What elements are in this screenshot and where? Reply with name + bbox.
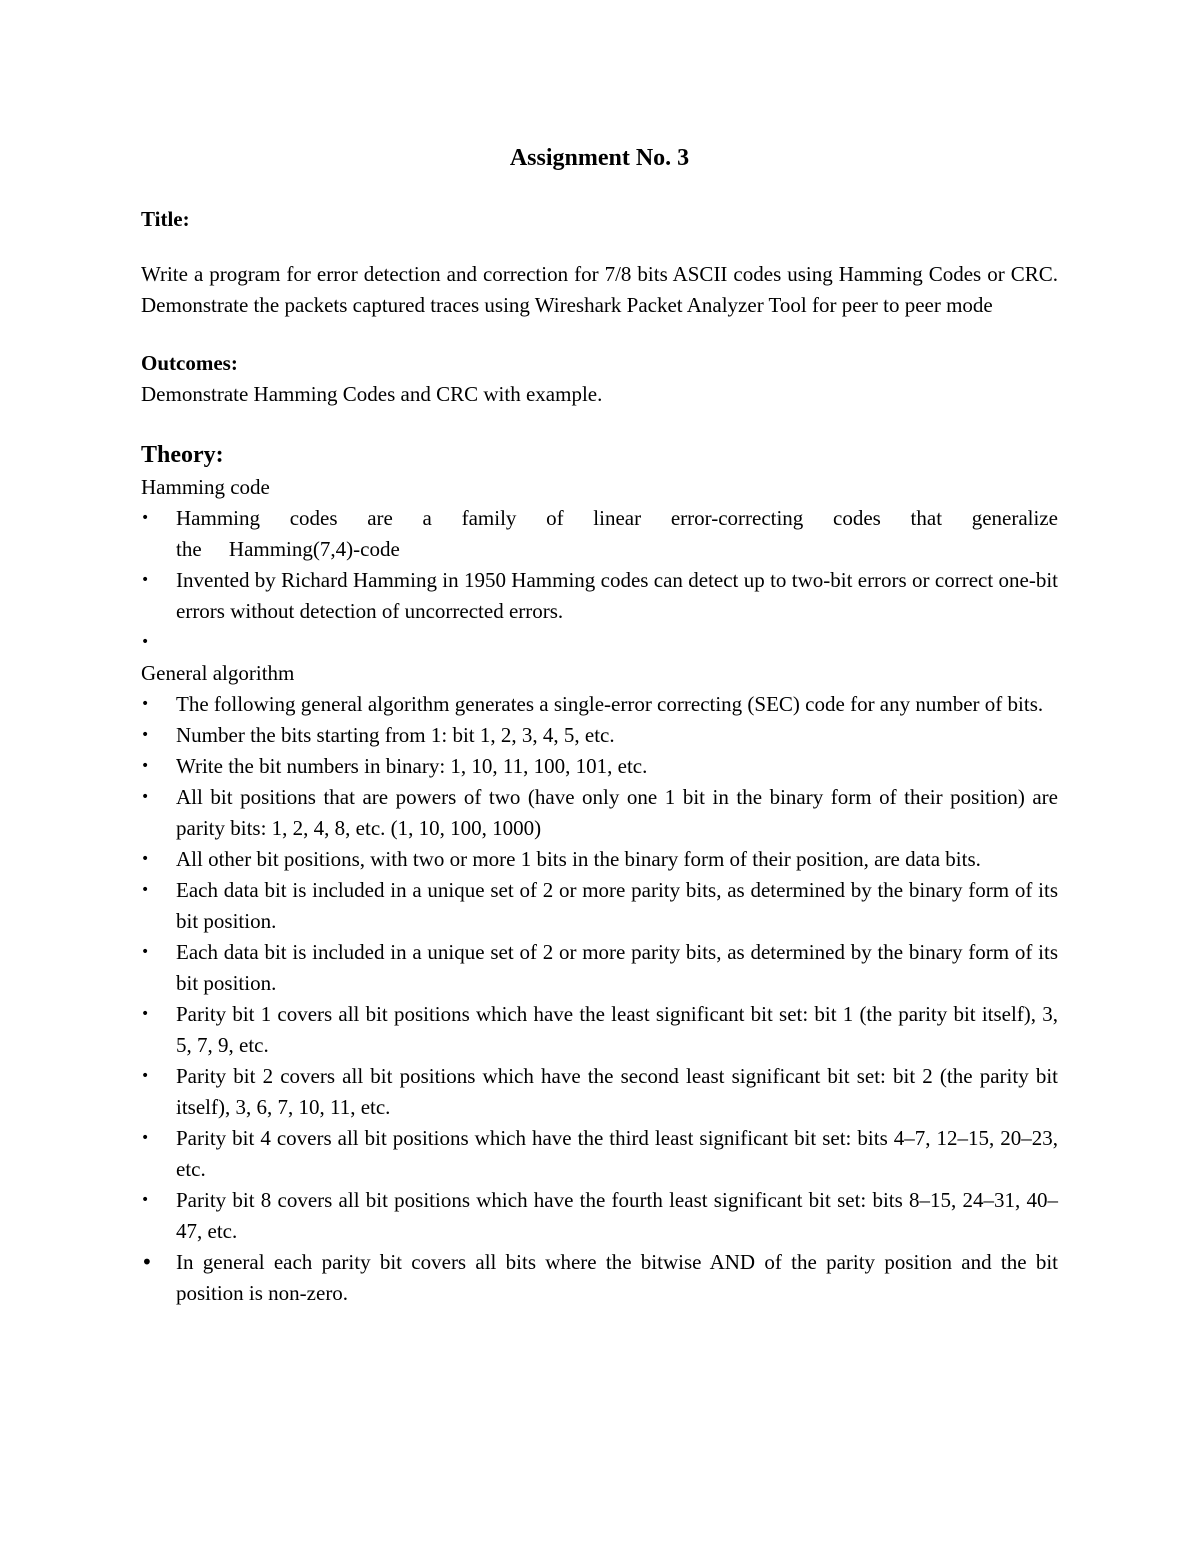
theory-label: Theory:	[141, 442, 224, 468]
bullet-text: In general each parity bit covers all bits where the bitwise AND of the parity position and the bit position is non-zero.	[176, 1250, 1058, 1305]
bullet-icon: •	[141, 758, 150, 774]
bullet-icon: •	[141, 851, 150, 867]
bullet-text: Parity bit 2 covers all bit positions which have the second least significant bit set: bit 2 (the parity bit itself), 3, 6, 7, 10, 11, etc.	[176, 1064, 1058, 1119]
bullet-icon: •	[141, 1192, 150, 1208]
bullet-text: Write the bit numbers in binary: 1, 10, 11, 100, 101, etc.	[176, 754, 648, 778]
list-item	[141, 1247, 1058, 1309]
list-item	[141, 937, 1058, 999]
bullet-icon: •	[141, 572, 150, 588]
list-item	[141, 1185, 1058, 1247]
list-item	[141, 875, 1058, 937]
list-item	[141, 751, 1058, 782]
list-item	[141, 565, 1058, 627]
general-algorithm-heading: General algorithm	[141, 661, 295, 685]
bullet-text	[176, 630, 181, 654]
bullet-icon: •	[141, 789, 150, 805]
bullet-icon: •	[141, 510, 150, 526]
bullet-text: Each data bit is included in a unique set of 2 or more parity bits, as determined by the binary form of its bit position.	[176, 940, 1058, 995]
bullet-text: Parity bit 4 covers all bit positions which have the third least significant bit set: bits 4–7, 12–15, 20–23, etc.	[176, 1126, 1058, 1181]
bullet-text: Number the bits starting from 1: bit 1, 2, 3, 4, 5, etc.	[176, 723, 615, 747]
list-item	[141, 1123, 1058, 1185]
hamming-code-heading: Hamming code	[141, 475, 270, 499]
bullet-icon: •	[141, 944, 150, 960]
bullet-icon: •	[141, 882, 150, 898]
bullet-text: Each data bit is included in a unique set of 2 or more parity bits, as determined by the binary form of its bit position.	[176, 878, 1058, 933]
bullet-text: Parity bit 8 covers all bit positions which have the fourth least significant bit set: bits 8–15, 24–31, 40–47, etc.	[176, 1188, 1058, 1243]
document-heading: Assignment No. 3	[509, 145, 690, 171]
bullet-icon: •	[141, 1068, 150, 1084]
bullet-icon: •	[141, 696, 150, 712]
bullet-text: All other bit positions, with two or more 1 bits in the binary form of their position, are data bits.	[176, 847, 981, 871]
list-item	[141, 1061, 1058, 1123]
bullet-text: Invented by Richard Hamming in 1950 Hamming codes can detect up to two-bit errors or correct one-bit errors without detection of uncorrected errors.	[176, 568, 1058, 623]
outcomes-label: Outcomes:	[141, 351, 238, 375]
bullet-icon: •	[141, 1250, 153, 1274]
list-item	[141, 999, 1058, 1061]
algorithm-bullet-list	[141, 689, 1058, 1309]
list-item	[141, 782, 1058, 844]
hamming-bullet-list	[141, 503, 1058, 658]
bullet-text: All bit positions that are powers of two (have only one 1 bit in the binary form of their position) are parity bits: 1, 2, 4, 8, etc. (1, 10, 100, 1000)	[176, 785, 1058, 840]
list-item	[141, 503, 1058, 565]
list-item	[141, 689, 1058, 720]
title-label: Title:	[141, 207, 190, 231]
list-item	[141, 844, 1058, 875]
outcomes-text: Demonstrate Hamming Codes and CRC with example.	[141, 382, 603, 406]
bullet-icon: •	[141, 727, 150, 743]
bullet-icon: •	[141, 1130, 150, 1146]
list-item	[141, 720, 1058, 751]
bullet-text: The following general algorithm generates a single-error correcting (SEC) code for any number of bits.	[176, 692, 1044, 716]
bullet-icon: •	[141, 634, 150, 650]
document-body	[141, 140, 1058, 1309]
list-item	[141, 627, 1058, 658]
task-description: Write a program for error detection and correction for 7/8 bits ASCII codes using Hamming Codes or CRC. Demonstrate the packets captured traces using Wireshark Packet Analyzer Tool for peer to peer mode	[141, 262, 1058, 317]
bullet-icon: •	[141, 1006, 150, 1022]
bullet-text: Hamming codes are a family of linear error-correcting codes that generalize the Hamming(7,4)-code	[176, 506, 1058, 561]
bullet-text: Parity bit 1 covers all bit positions which have the least significant bit set: bit 1 (the parity bit itself), 3, 5, 7, 9, etc.	[176, 1002, 1058, 1057]
